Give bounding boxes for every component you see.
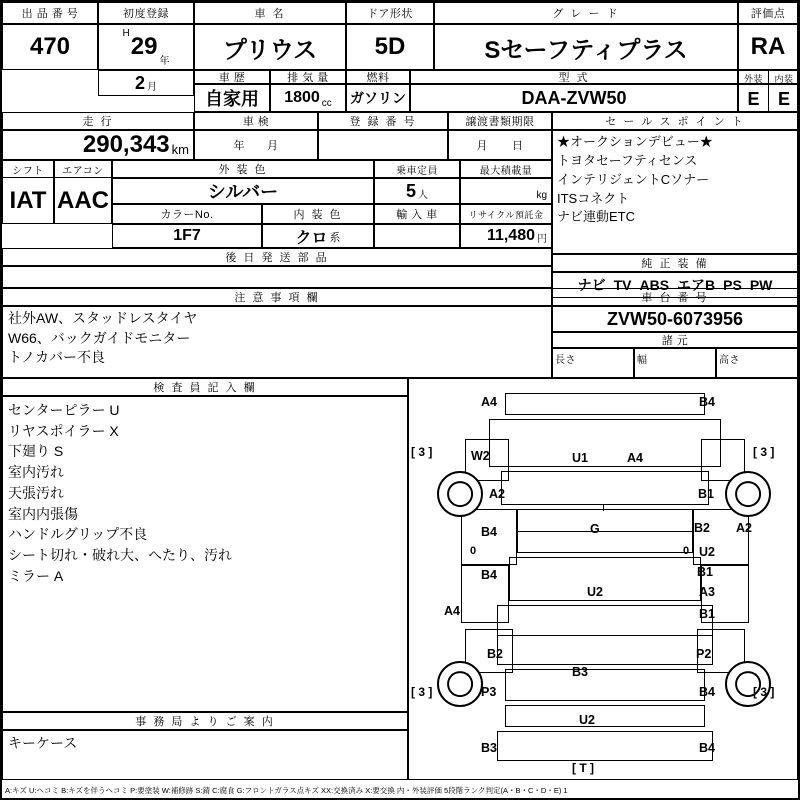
damage-mark: U1 [572, 451, 588, 465]
damage-mark: B4 [481, 568, 497, 582]
aircon-label: エアコン [54, 160, 112, 178]
later-shipment-parts-label: 後 日 発 送 部 品 [2, 248, 552, 266]
door-shape-value: 5D [346, 24, 434, 70]
tire-depth-label: [ 3 ] [753, 445, 775, 459]
inspector-note-item: ハンドルグリップ不良 [8, 526, 148, 543]
door-shape-label: ドア形状 [346, 2, 434, 24]
damage-mark: B1 [699, 607, 715, 621]
damage-mark: B3 [481, 741, 497, 755]
recycle-number: 11,480 [486, 227, 535, 244]
inspector-note-item: 天張汚れ [8, 484, 64, 501]
first-registration-value [98, 24, 194, 70]
inspector-note-item: 室内汚れ [8, 464, 64, 481]
damage-mark: A4 [444, 604, 460, 618]
rear-bumper [505, 705, 705, 727]
damage-mark: B4 [699, 395, 715, 409]
seats-value [374, 178, 460, 204]
max-load-value [460, 178, 552, 204]
equip-item: TV [613, 277, 632, 293]
sales-item: インテリジェントCソナー [557, 171, 710, 187]
int-rank-label: 内装 [774, 73, 794, 84]
hood [489, 419, 721, 467]
first-registration-label: 初度登録 [98, 2, 194, 24]
sales-point-box [552, 130, 798, 254]
equip-item: エアB [677, 277, 716, 293]
recycle-unit: 円 [537, 234, 547, 245]
fuel-value: ガソリン [346, 84, 410, 112]
reg-month: 2 [134, 72, 145, 93]
sales-item: ★オークションデビュー★ [557, 134, 713, 149]
damage-mark: P3 [481, 685, 497, 699]
shift-label: シフト [2, 160, 54, 178]
factory-equipment-title: 純 正 装 備 [552, 254, 798, 272]
left-rear-wheel [437, 661, 483, 707]
damage-mark: A2 [736, 521, 752, 535]
exterior-color-value: シルバー [112, 178, 374, 204]
rear-panel [505, 669, 705, 701]
equip-item: ABS [639, 277, 670, 293]
rear-glass [509, 557, 701, 601]
import-label: 輸 入 車 [374, 204, 460, 224]
damage-mark: 0 [470, 545, 477, 557]
damage-mark: U2 [579, 713, 595, 727]
seats-number: 5 [405, 180, 416, 201]
ext-int-label-group [738, 70, 798, 84]
shaken-year-unit: 年 [233, 140, 245, 152]
inspector-note-item: シート切れ・破れ大、へたり、汚れ [8, 547, 232, 564]
displacement-value [270, 84, 346, 112]
note-item: トノカバー不良 [8, 349, 106, 366]
legend-footer: A:キズ U:ヘコミ B:キズを伴うヘコミ P:要塗装 W:補修跡 S:錆 C:腐食 G:フロントガラス点キズ XX:交換済み X:要交換 内・外装評価 5段階ランク判定(A・B・C・D・E) 1 [5, 786, 568, 795]
history-label: 車 歴 [194, 70, 270, 84]
lot-number-label: 出 品 番 号 [2, 2, 98, 24]
score-value: RA [738, 24, 798, 70]
car-name-label: 車 名 [194, 2, 346, 24]
ext-rank-label: 外装 [739, 71, 769, 84]
shaken-label: 車 検 [194, 112, 318, 130]
tire-depth-label: [ 3 ] [753, 685, 775, 699]
damage-mark: U2 [587, 585, 603, 599]
registration-number-label: 登 録 番 号 [318, 112, 448, 130]
chassis-number-title: 車 台 番 号 [552, 288, 798, 306]
tire-depth-label: [ 3 ] [411, 685, 433, 699]
sales-item: ITSコネクト [557, 190, 630, 206]
dimension-width: 幅 [634, 348, 716, 378]
damage-mark: U2 [699, 545, 715, 559]
doc-day-unit: 日 [512, 140, 524, 152]
equip-item: PW [749, 277, 773, 293]
reg-month-unit: 月 [147, 82, 157, 93]
grade-value: Sセーフティプラス [434, 24, 738, 70]
rear-lower-panel [497, 731, 713, 761]
spare-tire-label: [ T ] [572, 761, 594, 775]
damage-mark: G [590, 522, 600, 536]
dimension-height: 高さ [716, 348, 798, 378]
seats-label: 乗車定員 [374, 160, 460, 178]
damage-mark: A4 [481, 395, 497, 409]
damage-mark: A2 [489, 487, 505, 501]
sales-point-list [553, 131, 717, 229]
aircon-value: AAC [54, 178, 112, 224]
score-label: 評価点 [738, 2, 798, 24]
equip-item: ナビ [577, 277, 606, 293]
office-notice-box [2, 730, 408, 780]
document-deadline-value [448, 130, 552, 160]
shaken-value [194, 130, 318, 160]
office-notice-title: 事 務 局 よ り ご 案 内 [2, 712, 408, 730]
damage-mark: B4 [481, 525, 497, 539]
damage-mark: B2 [487, 647, 503, 661]
chassis-number-value: ZVW50-6073956 [552, 306, 798, 332]
damage-mark: B3 [572, 665, 588, 679]
inspector-notes-box [2, 396, 408, 712]
fuel-label: 燃料 [346, 70, 410, 84]
inspector-note-item: 下廻り S [8, 443, 64, 460]
equip-item: PS [723, 277, 742, 293]
shift-value: IAT [2, 178, 54, 224]
damage-mark: 0 [683, 545, 690, 557]
notes-list [3, 307, 202, 370]
right-front-wheel [725, 471, 771, 517]
damage-mark: A4 [627, 451, 643, 465]
registration-number-value [318, 130, 448, 160]
damage-mark: B4 [699, 685, 715, 699]
damage-mark: B4 [699, 741, 715, 755]
cabin-divider [517, 531, 693, 532]
reg-year: 29 [130, 33, 158, 60]
ext-int-value-group [738, 84, 798, 112]
seats-unit: 人 [418, 190, 428, 201]
first-registration-month [98, 70, 194, 96]
mileage-label: 走 行 [2, 112, 194, 130]
inspector-note-item: センターピラー U [8, 402, 120, 418]
tire-depth-label: [ 3 ] [411, 445, 433, 459]
right-rear-wheel [725, 661, 771, 707]
mileage-unit: km [171, 142, 189, 157]
notes-title: 注 意 事 項 欄 [2, 288, 552, 306]
color-no-value: 1F7 [112, 224, 262, 248]
document-deadline-label: 譲渡書類期限 [448, 112, 552, 130]
trunk-divider [497, 635, 713, 636]
grade-label: グ レ ー ド [434, 2, 738, 24]
history-value: 自家用 [194, 84, 270, 112]
model-code-value: DAA-ZVW50 [410, 84, 738, 112]
dimensions-title: 諸 元 [552, 332, 798, 348]
damage-mark: B2 [694, 521, 710, 535]
mileage-number: 290,343 [82, 131, 170, 158]
damage-mark: P2 [696, 647, 712, 661]
car-damage-diagram [408, 378, 798, 780]
exterior-color-label: 外 装 色 [112, 160, 374, 178]
inspector-note-item: ミラー A [8, 567, 64, 584]
max-load-label: 最大積載量 [460, 160, 552, 178]
left-front-wheel [437, 471, 483, 517]
damage-mark: W2 [471, 449, 490, 463]
lot-number-value: 470 [2, 24, 98, 70]
damage-mark: B1 [697, 565, 713, 579]
model-code-label: 型 式 [410, 70, 738, 84]
interior-color-value [262, 224, 374, 248]
note-item: 社外AW、スタッドレスタイヤ [8, 310, 198, 326]
windshield [501, 471, 709, 505]
dimension-length: 長さ [552, 348, 634, 378]
front-bumper [505, 393, 705, 415]
recycle-deposit-label: リサイクル預託金 [460, 204, 552, 224]
import-value [374, 224, 460, 248]
displacement-label: 排 気 量 [270, 70, 346, 84]
inspector-note-item: 室内内張傷 [8, 505, 78, 522]
color-no-label: カラーNo. [112, 204, 262, 224]
ext-rank-value: E [739, 85, 769, 112]
int-color-suffix: 系 [329, 232, 341, 244]
load-unit: kg [536, 190, 547, 201]
car-name-value: プリウス [194, 24, 346, 70]
mileage-value [2, 130, 194, 160]
doc-month-unit: 月 [476, 140, 488, 152]
sales-point-title: セ ー ル ス ポ イ ン ト [552, 112, 798, 130]
int-rank-value: E [777, 88, 790, 109]
disp-unit: cc [321, 98, 332, 109]
inspector-notes-list [3, 397, 237, 589]
office-notice-list [3, 731, 82, 757]
note-item: W66、バックガイドモニター [8, 329, 191, 346]
era-letter: H [122, 28, 130, 39]
inspector-notes-title: 検 査 員 記 入 欄 [2, 378, 408, 396]
notes-box [2, 306, 552, 378]
recycle-deposit-value [460, 224, 552, 248]
damage-mark: B1 [698, 487, 714, 501]
shaken-month-unit: 月 [267, 140, 279, 152]
sales-item: ナビ連動ETC [557, 209, 636, 225]
office-notice-item: キーケース [8, 735, 78, 751]
later-shipment-parts-value [2, 266, 552, 288]
sales-item: トヨタセーフティセンス [557, 152, 698, 168]
center-line [603, 505, 604, 511]
int-color-text: クロ [295, 229, 328, 247]
damage-mark: A3 [699, 585, 715, 599]
reg-year-unit: 年 [159, 56, 170, 67]
interior-color-label: 内 装 色 [262, 204, 374, 224]
disp-number: 1800 [284, 89, 320, 106]
inspector-note-item: リヤスポイラー X [8, 422, 119, 439]
